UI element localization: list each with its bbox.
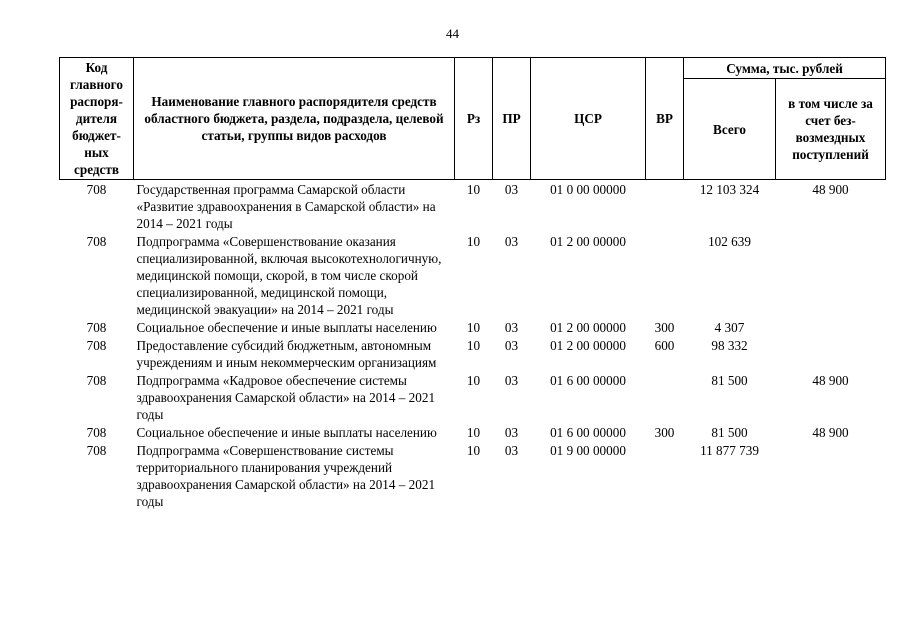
cell-pr: 03 <box>504 443 519 458</box>
cell-rz: 10 <box>466 443 481 458</box>
table-row <box>60 442 886 511</box>
cell-total: 4 307 <box>714 320 745 335</box>
cell-vr: 600 <box>654 338 675 353</box>
cell-free: 48 900 <box>812 373 849 388</box>
cell-vr <box>646 442 684 511</box>
header-name: Наименование главного распорядителя средств областного бюджета, раздела, подраздела, целевой статьи, группы видов расходов <box>134 58 455 180</box>
cell-code: 708 <box>86 234 107 249</box>
cell-free <box>776 319 886 337</box>
header-csr: ЦСР <box>531 58 646 180</box>
cell-free <box>776 233 886 319</box>
budget-table <box>59 57 886 511</box>
cell-code: 708 <box>86 320 107 335</box>
cell-csr: 01 2 00 00000 <box>550 320 626 335</box>
cell-name: Социальное обеспечение и иные выплаты населению <box>136 320 437 335</box>
cell-csr: 01 9 00 00000 <box>550 443 626 458</box>
table-row <box>60 337 886 372</box>
cell-code: 708 <box>86 443 107 458</box>
table-row <box>60 372 886 424</box>
table-row <box>60 424 886 442</box>
cell-total: 98 332 <box>711 338 748 353</box>
cell-vr <box>646 372 684 424</box>
cell-pr: 03 <box>504 234 519 249</box>
cell-vr <box>646 233 684 319</box>
cell-total: 11 877 739 <box>700 443 759 458</box>
cell-pr: 03 <box>504 182 519 197</box>
cell-pr: 03 <box>504 425 519 440</box>
header-free: в том числе за счет без- возмездных поступлений <box>776 79 886 180</box>
cell-total: 102 639 <box>708 234 751 249</box>
header-vr: ВР <box>646 58 684 180</box>
cell-csr: 01 6 00 00000 <box>550 373 626 388</box>
cell-pr: 03 <box>504 320 519 335</box>
cell-rz: 10 <box>466 234 481 249</box>
cell-csr: 01 2 00 00000 <box>550 234 626 249</box>
cell-free <box>776 337 886 372</box>
cell-rz: 10 <box>466 320 481 335</box>
cell-free <box>776 442 886 511</box>
cell-csr: 01 0 00 00000 <box>550 182 626 197</box>
page-number: 44 <box>446 26 459 41</box>
cell-total: 81 500 <box>711 373 748 388</box>
cell-code: 708 <box>86 425 107 440</box>
cell-pr: 03 <box>504 373 519 388</box>
cell-vr <box>646 180 684 234</box>
header-total: Всего <box>684 79 776 180</box>
header-code: Код главного распоря- дителя бюджет- ных средств <box>60 58 134 180</box>
cell-rz: 10 <box>466 182 481 197</box>
table-body <box>60 180 886 512</box>
cell-csr: 01 2 00 00000 <box>550 338 626 353</box>
cell-name: Социальное обеспечение и иные выплаты населению <box>136 425 437 440</box>
header-pr: ПР <box>493 58 531 180</box>
cell-code: 708 <box>86 373 107 388</box>
cell-name: Предоставление субсидий бюджетным, автономным учреждениям и иным некоммерческим организациям <box>136 338 437 370</box>
cell-pr: 03 <box>504 338 519 353</box>
cell-rz: 10 <box>466 373 481 388</box>
cell-name: Подпрограмма «Совершенствование системы территориального планирования учреждений здравоохранения Самарской области» на 2014 – 2021 годы <box>136 443 436 509</box>
table-row <box>60 233 886 319</box>
cell-name: Государственная программа Самарской области «Развитие здравоохранения в Самарской области» на 2014 – 2021 годы <box>136 182 436 231</box>
cell-csr: 01 6 00 00000 <box>550 425 626 440</box>
cell-name: Подпрограмма «Кадровое обеспечение системы здравоохранения Самарской области» на 2014 – 2021 годы <box>136 373 436 422</box>
cell-vr: 300 <box>654 320 675 335</box>
cell-name: Подпрограмма «Совершенствование оказания специализированной, включая высокотехнологичную, медицинской помощи, скорой, в том числе скорой специализированной, медицинской помощи, медицинской эвакуации» на 2014 – 2021 годы <box>136 234 442 317</box>
cell-vr: 300 <box>654 425 675 440</box>
header-row <box>60 58 886 79</box>
cell-code: 708 <box>86 338 107 353</box>
table-row <box>60 180 886 234</box>
header-sum: Сумма, тыс. рублей <box>684 58 886 79</box>
cell-total: 81 500 <box>711 425 748 440</box>
cell-rz: 10 <box>466 338 481 353</box>
cell-total: 12 103 324 <box>699 182 760 197</box>
cell-rz: 10 <box>466 425 481 440</box>
cell-code: 708 <box>86 182 107 197</box>
header-rz: Рз <box>455 58 493 180</box>
cell-free: 48 900 <box>812 182 849 197</box>
table-row <box>60 319 886 337</box>
cell-free: 48 900 <box>812 425 849 440</box>
